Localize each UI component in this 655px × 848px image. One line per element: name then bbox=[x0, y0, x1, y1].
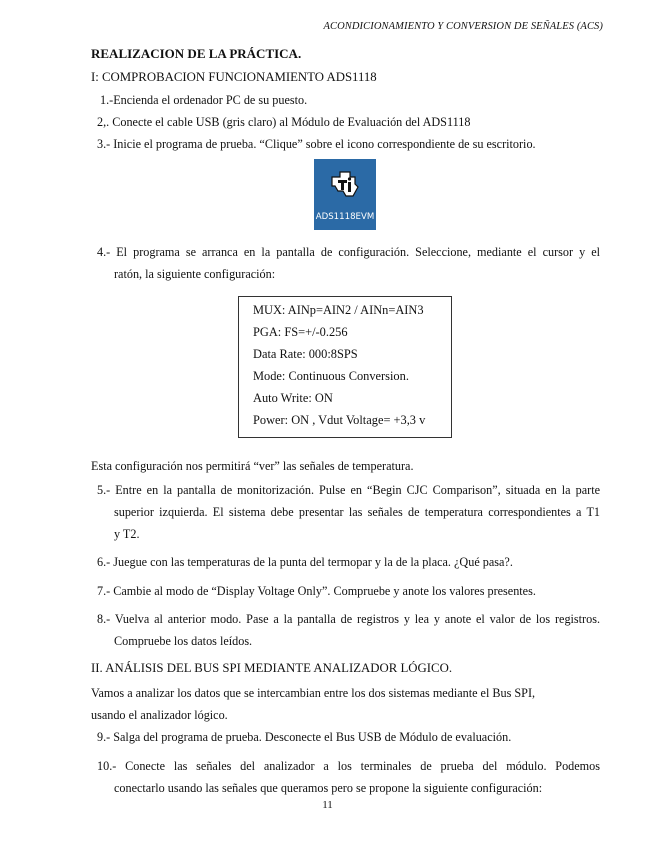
ti-logo-icon bbox=[329, 168, 361, 200]
desktop-app-icon[interactable] bbox=[314, 159, 376, 230]
intro-2-line-2: usando el analizador lógico. bbox=[91, 708, 228, 722]
section-title: REALIZACION DE LA PRÁCTICA. bbox=[91, 46, 302, 61]
step-8-line-1: 8.- Vuelva al anterior modo. Pase a la pantalla de registros y lea y anote el valor de los registros. bbox=[97, 612, 600, 626]
step-10-line-1: 10.- Conecte las señales del analizador a los terminales de prueba del módulo. Podemos bbox=[97, 759, 600, 773]
step-5-line-1: 5.- Entre en la pantalla de monitorización. Pulse en “Begin CJC Comparison”, situada en la parte bbox=[97, 483, 600, 497]
step-4-line-2: ratón, la siguiente configuración: bbox=[114, 267, 276, 281]
config-power: Power: ON , Vdut Voltage= +3,3 v bbox=[253, 413, 426, 427]
config-auto-write: Auto Write: ON bbox=[253, 391, 333, 405]
icon-label: ADS1118EVM bbox=[315, 212, 375, 222]
intro-2-line-1: Vamos a analizar los datos que se intercambian entre los dos sistemas mediante el Bus SPI, bbox=[91, 686, 536, 700]
step-5-line-3: y T2. bbox=[114, 527, 140, 541]
step-6: 6.- Juegue con las temperaturas de la punta del termopar y la de la placa. ¿Qué pasa?. bbox=[97, 555, 513, 569]
step-3: 3.- Inicie el programa de prueba. “Clique” sobre el icono correspondiente de su escritorio. bbox=[97, 137, 536, 151]
step-8-line-2: Compruebe los datos leídos. bbox=[114, 634, 253, 648]
step-2: 2,. Conecte el cable USB (gris claro) al Módulo de Evaluación del ADS1118 bbox=[97, 115, 471, 129]
step-10-line-2: conectarlo usando las señales que queramos pero se propone la siguiente configuración: bbox=[114, 781, 543, 795]
config-data-rate: Data Rate: 000:8SPS bbox=[253, 347, 358, 361]
config-mode: Mode: Continuous Conversion. bbox=[253, 369, 409, 383]
running-header: ACONDICIONAMIENTO Y CONVERSION DE SEÑALES (ACS) bbox=[323, 21, 603, 32]
config-mux: MUX: AINp=AIN2 / AINn=AIN3 bbox=[253, 303, 424, 317]
page-number: 11 bbox=[322, 799, 333, 811]
config-note: Esta configuración nos permitirá “ver” las señales de temperatura. bbox=[91, 459, 414, 473]
step-1: 1.-Encienda el ordenador PC de su puesto. bbox=[100, 93, 308, 107]
step-5-line-2: superior izquierda. El sistema debe presentar las señales de temperatura correspondientes a T1 bbox=[114, 505, 600, 519]
step-7: 7.- Cambie al modo de “Display Voltage Only”. Compruebe y anote los valores presentes. bbox=[97, 584, 536, 598]
section-heading-2: II. ANÁLISIS DEL BUS SPI MEDIANTE ANALIZADOR LÓGICO. bbox=[91, 661, 453, 675]
step-4-line-1: 4.- El programa se arranca en la pantalla de configuración. Seleccione, mediante el cursor y el bbox=[97, 245, 600, 259]
configuration-box bbox=[238, 296, 452, 438]
section-heading-1: I: COMPROBACION FUNCIONAMIENTO ADS1118 bbox=[91, 70, 377, 84]
step-9: 9.- Salga del programa de prueba. Desconecte el Bus USB de Módulo de evaluación. bbox=[97, 730, 512, 744]
config-pga: PGA: FS=+/-0.256 bbox=[253, 325, 348, 339]
